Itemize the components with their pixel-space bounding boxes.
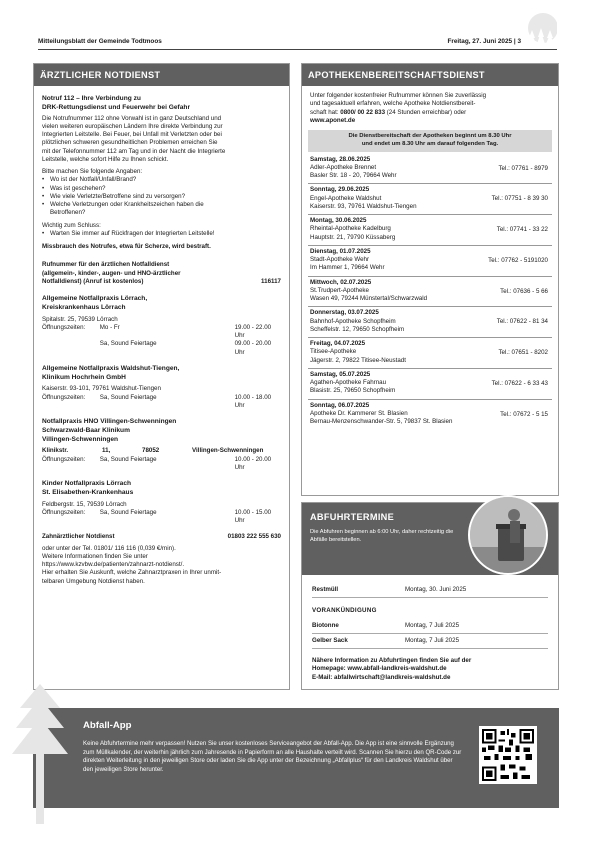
header-rule [38,49,557,50]
pharmacy-date: Samstag, 28.06.2025 [310,155,371,163]
pharmacy-address: Hauptstr. 21, 79790 Küssaberg [310,233,396,241]
praxis3-title: Schwarzwald-Baar Klinikum [42,426,130,434]
notruf-heading-1: Notruf 112 – Ihre Verbindung zu [42,95,141,102]
hours-label: Öffnungszeiten: [42,455,86,463]
apotheken-title: APOTHEKENBEREITSCHAFTSDIENST [302,64,558,86]
praxis3-zip: 78052 [142,447,160,455]
abfuhrtermine-title: ABFUHRTERMINE [310,512,395,522]
praxis1-days: Sa, Sound Feiertage [99,340,157,348]
praxis4-times: 10.00 - 15.00 Uhr [234,508,272,525]
notruf-heading-2: DRK-Rettungsdienst und Feuerwehr bei Gefahr [42,103,191,111]
pharmacy-date: Dienstag, 01.07.2025 [310,247,371,255]
rufnummer-title: Rufnummer für den ärztlichen Notfalldienst [42,261,170,269]
praxis4-days: Sa, Sound Feiertage [99,508,157,516]
pharmacy-phone[interactable]: Tel.: 07741 - 33 22 [496,226,548,234]
qr-code-icon[interactable] [479,726,537,784]
pharmacy-name: Stadt-Apotheke Wehr [310,256,370,264]
pharmacy-date: Donnerstag, 03.07.2025 [310,309,379,317]
notruf-text: Leitstelle, welche sofort Hilfe zu Ihnen schickt. [42,155,169,163]
pharmacy-entry [308,246,552,277]
waste-type: Biotonne [312,621,339,629]
important-item: • Warten Sie immer auf Rückfragen der Integrierten Leitstelle! [34,230,289,238]
praxis3-days: Sa, Sound Feiertage [99,455,157,463]
zahnarzt-text: Hier erhalten Sie Auskunft, welche Zahnarztpraxen in Ihrer unmit- [42,569,222,577]
pharmacy-entry [308,369,552,400]
praxis2-address: Kaiserstr. 93-101, 79761 Waldshut-Tiengen [42,385,161,393]
question-item: • Wo ist der Notfall/Unfall/Brand? [34,176,289,184]
pharmacy-date: Sonntag, 06.07.2025 [310,401,370,409]
praxis1-days: Mo - Fr [99,323,120,331]
pharmacy-address: Im Hammer 1, 79664 Wehr [310,264,385,272]
zahnarzt-text: telbaren Umgebung Notdienst haben. [42,577,145,585]
zahnarzt-link[interactable]: https://www.kzvbw.de/patienten/zahnarzt-notdienst/. [42,561,185,569]
pharmacy-phone[interactable]: Tel.: 07672 - 5 15 [500,410,548,418]
pharmacy-name: Rheintal-Apotheke Kadelburg [310,225,391,233]
notruf-text: Die Notrufnummer 112 ohne Vorwahl ist in ganz Deutschland und [42,114,222,122]
pharmacy-name: Engel-Apotheke Waldshut [310,194,382,202]
intro-line: (24 Stunden erreichbar) oder [385,108,467,116]
praxis3-title: Notfallpraxis HNO Villingen-Schwenningen [42,418,177,426]
pharmacy-address: Kaiserstr. 93, 79761 Waldshut-Tiengen [310,202,417,210]
praxis4-title: Kinder Notfallpraxis Lörrach [42,480,132,488]
pharmacy-name: Bahnhof-Apotheke Schopfheim [310,317,396,325]
pharmacy-entry [308,400,552,430]
hours-label: Öffnungszeiten: [42,323,86,331]
pharmacy-address: Bernau-Menzenschwander-Str. 5, 79837 St. Blasien [310,418,453,426]
abfuhr-more-info: Nähere Information zu Abfuhrtingen finden Sie auf der [312,657,472,664]
zahnarzt-text: Weitere Informationen finden Sie unter [42,552,148,560]
pharmacy-phone[interactable]: Tel.: 07622 - 6 33 43 [491,379,548,387]
hours-label: Öffnungszeiten: [42,393,86,401]
pharmacy-address: Basler Str. 18 - 20, 79664 Wehr [310,172,397,180]
pharmacy-phone[interactable]: Tel.: 07651 - 8202 [498,349,548,357]
service-hours-line: Die Dienstbereitschaft der Apotheken beginnt um 8.30 Uhr [348,133,512,139]
notruf-text: Integrierten Leitstelle. Bei Feuer, bei Unfall mit Verletzten oder bei [42,131,222,139]
zahnarzt-phone: 01803 222 555 630 [227,533,281,541]
pharmacy-date: Freitag, 04.07.2025 [310,340,366,348]
abfuhrtermine-box [301,502,559,690]
abfuhrtermine-subtitle: Die Abfuhren beginnen ab 6:00 Uhr, daher rechtzeitig die Abfälle bereitstellen. [310,529,454,544]
pharmacy-date: Mittwoch, 02.07.2025 [310,278,372,286]
pharmacy-phone[interactable]: Tel.: 07762 - 5191020 [488,256,548,264]
pharmacy-phone[interactable]: Tel.: 07622 - 81 34 [496,318,548,326]
question-item: • Was ist geschehen? [34,185,289,193]
praxis3-title: Villingen-Schwenningen [42,435,119,443]
intro-line: Unter folgender kostenfreier Rufnummer können Sie zuverlässig [310,92,487,99]
praxis4-title: St. Elisabethen-Krankenhaus [42,488,134,496]
pharmacy-entry [308,338,552,369]
pharmacy-name: Agathen-Apotheke Fahrnau [310,379,387,387]
vorankuendigung-label [312,604,548,618]
notruf-text: vielen weiteren europäischen Ländern Ihre direkte Verbindung zur [42,122,223,130]
pharmacy-address: Wasen 49, 79244 Münstertal/Schwarzwald [310,295,428,303]
aponet-link[interactable]: www.aponet.de [310,116,356,124]
praxis4-address: Feldbergstr. 15, 79539 Lörrach [42,500,127,508]
waste-collection-photo [468,495,548,575]
waste-type: Gelber Sack [312,636,348,644]
tree-graphic-icon [12,684,68,824]
question-item: • Welche Verletzungen oder Krankheitszeichen haben die [34,201,289,209]
abfuhr-row-gelber-sack [312,634,548,649]
praxis1-times: 19.00 - 22.00 Uhr [234,323,272,340]
pharmacy-date: Sonntag, 29.06.2025 [310,186,370,194]
intro-line: schaft hat: [310,108,341,116]
abfuhr-row-restmuell [312,583,548,598]
service-hours-line: und endet um 8.30 Uhr am darauf folgenden Tag. [361,140,499,147]
praxis3-city: Villingen-Schwenningen [192,447,264,455]
abfuhr-email-link[interactable]: E-Mail: abfallwirtschaft@landkreis-waldshut.de [312,673,451,681]
praxis2-days: Sa, Sound Feiertage [99,393,157,401]
pharmacy-date: Montag, 30.06.2025 [310,217,367,225]
praxis1-times: 09.00 - 20.00 Uhr [234,340,272,356]
pharmacy-entry [308,277,552,308]
waste-type: Restmüll [312,586,339,593]
praxis3-times: 10.00 - 20.00 Uhr [234,455,272,471]
trees-logo-icon [523,12,557,48]
pharmacy-phone[interactable]: Tel.: 07636 - 5 66 [500,287,548,295]
pharmacy-name: Adler-Apotheke Brennet [310,163,377,171]
praxis1-title: Allgemeine Notfallpraxis Lörrach, [42,295,148,303]
pharmacy-entry [308,184,552,215]
page-header [38,36,557,48]
pharmacy-entry [308,307,552,338]
zahnarzt-label: Zahnärztlicher Notdienst [42,533,115,541]
abfall-app-text: Keine Abfuhrtermine mehr verpassen! Nutzen Sie unser kostenloses Serviceangebot der Abfall-App. Die App ist eine sinnvolle Ergänzung zum Müllkalender, der weiterhin jährlich zum Jahresende in Papierform an alle Haushalte verteilt wird. Scannen Sie hierzu den QR-Code zur direkten Weiterleitung in den jeweiligen Store oder laden Sie die App unter der Bezeichnung „Abfallplus“ für den Landkreis Waldshut über den jeweiligen Store herunter. [83,740,462,773]
abfuhrtermine-header [302,503,558,575]
abfuhr-homepage-link[interactable]: Homepage: www.abfall-landkreis-waldshut.de [312,665,447,673]
waste-date: Montag, 7 Juli 2025 [405,636,460,644]
apotheken-box [301,63,559,496]
service-hours-note [308,130,552,152]
pharmacy-address: Jägerstr. 2, 79822 Titisee-Neustadt [310,356,406,364]
praxis1-address: Spitalstr. 25, 79539 Lörrach [42,315,118,323]
apotheken-intro [302,86,558,125]
pharmacy-phone[interactable]: Tel.: 07751 - 8 39 30 [491,195,548,203]
pharmacy-entry [308,215,552,246]
aerztlicher-notdienst-box [33,63,290,690]
notruf-text: mit der Telefonnummer 112 am Tag und in der Nacht die Integrierte [42,147,226,155]
pharmacy-name: Titisee-Apotheke [310,348,357,356]
praxis1-title: Kreiskrankenhaus Lörrach [42,303,126,311]
important-label: Wichtig zum Schluss: [42,221,101,229]
pharmacy-name: St.Trudpert-Apotheke [310,286,369,294]
aerztlicher-notdienst-title: ÄRZTLICHER NOTDIENST [34,64,289,86]
rufnummer-label: Notfalldienst) (Anruf ist kostenlos) [42,277,144,285]
pharmacy-phone[interactable]: Tel.: 07761 - 8979 [498,164,548,172]
abfall-app-banner [33,708,559,808]
vorankuendigung-text: VORANKÜNDIGUNG [312,607,377,615]
zahnarzt-text: oder unter der Tel. 01801/ 116 116 (0,039 €/min). [42,544,176,552]
pharmacy-entry [308,154,552,185]
notruf-text: plötzlichen schweren gesundheitlichen Problemen erreichen Sie [42,139,218,147]
abfuhr-row-biotonne [312,619,548,634]
pharmacy-list [302,154,558,430]
praxis2-title: Allgemeine Notfallpraxis Waldshut-Tiengen, [42,364,180,372]
pharmacy-address: Blasistr. 25, 79650 Schopfheim [310,387,396,395]
rufnummer-number: 116117 [261,277,281,285]
waste-date: Montag, 30. Juni 2025 [405,586,467,593]
pharmacy-address: Scheffelstr. 12, 79650 Schopfheim [310,325,405,333]
intro-line: und tagesaktuell erfahren, welche Apotheke Notdienstbereit- [310,100,476,108]
date-page-number: Freitag, 27. Juni 2025 | 3 [447,38,521,45]
waste-date: Montag, 7 Juli 2025 [405,621,460,629]
service-phone[interactable]: 0800/ 00 22 833 [340,108,386,116]
misuse-warning: Missbrauch des Notrufes, etwa für Scherze, wird bestraft. [42,243,211,251]
hours-label: Öffnungszeiten: [42,508,86,516]
question-item: • Wie viele Verletzte/Betroffene sind zu versorgen? [34,193,289,201]
questions-label: Bitte machen Sie folgende Angaben: [42,168,143,176]
praxis3-number: 11, [102,447,111,455]
rufnummer-title: (allgemein-, kinder-, augen- und HNO-ärztlicher [42,269,181,277]
pharmacy-name: Apotheke Dr. Kammerer St. Blasien [310,409,408,417]
praxis2-times: 10.00 - 18.00 Uhr [234,393,272,409]
pharmacy-date: Samstag, 05.07.2025 [310,370,371,378]
praxis3-street: Klinikstr. [42,447,69,455]
question-item-cont: Betroffenen? [50,209,86,217]
praxis2-title: Klinikum Hochrhein GmbH [42,373,126,381]
publication-title: Mitteilungsblatt der Gemeinde Todtmoos [38,38,162,45]
abfall-app-title: Abfall-App [83,720,132,731]
